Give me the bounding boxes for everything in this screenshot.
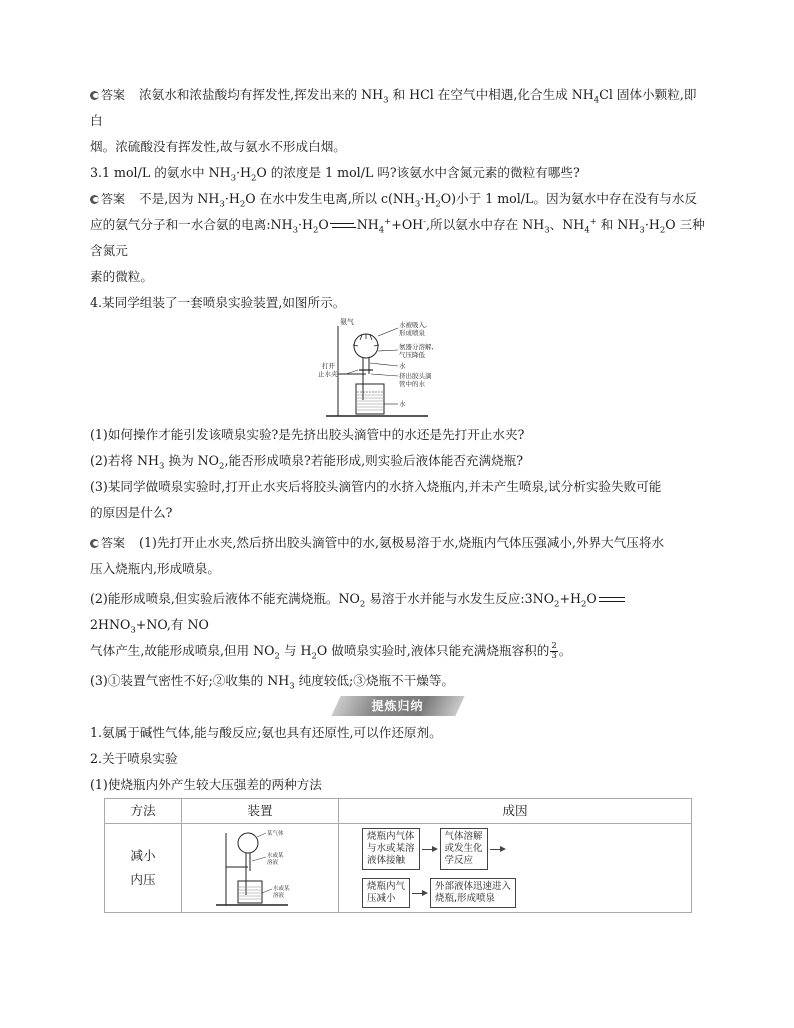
- table-row: [105, 824, 692, 913]
- device-label-liquid-2: 溶液: [267, 860, 279, 866]
- summary-line-1: 1.氨属于碱性气体,能与酸反应;氨也具有还原性,可以作还原剂。: [90, 725, 442, 740]
- answer-4-part-3: (3)①装置气密性不好;②收集的 $NH_3$ 纯度较低;③烧瓶不干燥等。: [90, 673, 455, 692]
- summary-banner: [336, 696, 460, 716]
- answer-label: 答案: [90, 88, 125, 102]
- table-header-row: [105, 799, 692, 824]
- answer-4-part-1: 答案 (1)先打开止水夹,然后挤出胶头滴管中的水,氨极易溶于水,烧瓶内气体压强减小,外界大气压将水 压入烧瓶内,形成喷泉。: [90, 535, 665, 576]
- figure-label-gas: 氨气: [339, 318, 354, 326]
- summary-line-2: 2.关于喷泉实验: [90, 751, 178, 766]
- table-header-cause: 成因: [339, 799, 692, 824]
- answer-mark-icon: [90, 91, 99, 100]
- cause-flowchart: [340, 828, 690, 908]
- figure-label-water-absorb: 水被吸入,: [398, 321, 427, 329]
- figure-label-nh3-dissolve: 氨器分溶解,: [398, 343, 434, 351]
- summary-line-3: (1)使烧瓶内外产生较大压强差的两种方法: [90, 777, 322, 792]
- answer-label: 答案: [90, 192, 125, 206]
- answer-2: 答案 浓氨水和浓盐酸均有挥发性,挥发出来的 $NH_3$ 和 HCl 在空气中相遇,化合生成 $NH_4Cl$ 固体小颗粒,即白 烟。浓硫酸没有挥发性,故与氨水不形成白烟。: [90, 87, 697, 154]
- equals-sign-icon: [599, 596, 625, 604]
- flow-arrow-icon: [412, 888, 428, 898]
- answer-mark-icon: [90, 195, 99, 204]
- question-4-part-3: (3)某同学做喷泉实验时,打开止水夹后将胶头滴管内的水挤入烧瓶内,并未产生喷泉,试分析实验失败可能 的原因是什么?: [90, 479, 662, 520]
- answer-mark-icon: [90, 539, 99, 548]
- device-label-liquid-4: 溶液: [273, 893, 285, 899]
- reversible-arrow-icon: [330, 222, 356, 230]
- device-diagram: [212, 827, 308, 909]
- flow-row-1: [362, 828, 690, 870]
- question-4-part-2: (2)若将 $NH_3$ 换为 $NO_2$,能否形成喷泉?若能形成,则实验后液体能否充满烧瓶?: [90, 453, 524, 472]
- flow-row-2: [362, 878, 690, 908]
- flow-arrow-icon: [422, 844, 438, 854]
- question-4-intro: 4.某同学组装了一套喷泉实验装置,如图所示。: [90, 295, 346, 310]
- device-label-liquid-3: 水或某: [273, 886, 290, 892]
- fraction-two-thirds: $\frac{2}{3}$: [551, 641, 557, 661]
- fountain-apparatus-figure: [90, 318, 705, 418]
- figure-label-squeeze-1: 挤出胶头滴: [398, 372, 431, 380]
- answer-label: 答案: [90, 536, 125, 550]
- table-cell-cause: [339, 824, 692, 913]
- question-3: 3.1 mol/L 的氨水中 $NH_3\cdot H_2O$ 的浓度是 1 mol/L 吗?该氨水中含氮元素的微粒有哪些?: [90, 165, 580, 184]
- figure-label-form-fountain: 形成喷泉: [398, 329, 425, 337]
- document-page: [90, 82, 705, 913]
- figure-label-squeeze-2: 管中的水: [398, 380, 425, 388]
- figure-label-open: 打开: [321, 362, 335, 370]
- method-table: [104, 798, 692, 913]
- fountain-apparatus-diagram: [318, 318, 478, 418]
- flow-box-pressure: 烧瓶内气 压减小: [362, 878, 410, 908]
- table-header-device: 装置: [182, 799, 339, 824]
- table-header-method: 方法: [105, 799, 182, 824]
- figure-label-pressure-drop: 气压降低: [398, 351, 425, 359]
- summary-banner-title: 提炼归纳: [371, 699, 424, 713]
- answer-4-part-2: (2)能形成喷泉,但实验后液体不能充满烧瓶。$NO_2$ 易溶于水并能与水发生反应$:3NO_2+H_2O$ $2HNO_3+NO$,有 NO 气体产生,故能形成喷泉,但用 $NO_2$ 与 $H_2O$ 做喷泉实验时,液体只能充满烧瓶容积的 $\frac{2}{3}$ 。: [90, 586, 705, 664]
- table-cell-method: 减小 内压: [105, 824, 182, 913]
- table-cell-device: [182, 824, 339, 913]
- device-label-gas: 某气体: [267, 831, 284, 837]
- flow-box-dissolve: 气体溶解 或发生化 学反应: [440, 828, 488, 870]
- device-label-liquid-1: 水或某: [267, 853, 284, 859]
- figure-label-water-bottom: 水: [398, 400, 405, 408]
- flow-box-contact: 烧瓶内气体 与水或某溶 液体接触: [362, 828, 420, 870]
- flow-arrow-icon: [490, 844, 506, 854]
- figure-label-water-top: 水: [398, 362, 405, 370]
- figure-label-clamp: 止水夹: [317, 370, 337, 378]
- question-4-part-1: (1)如何操作才能引发该喷泉实验?是先挤出胶头滴管中的水还是先打开止水夹?: [90, 427, 525, 442]
- answer-3: 答案 不是,因为 $NH_3\cdot H_2O$ 在水中发生电离,所以 $c(NH_3\cdot H_2O)$小于 1 mol/L。因为氨水中存在没有与水反 应的氨气分子和一水合氨的电离$:NH_3\cdot H_2O$ $NH_4^++OH^-$,所以氨水中存在 $NH_3$、$NH_4^+$ 和 $NH_3\cdot H_2O$ 三种含氮元 素的微粒。: [90, 191, 705, 284]
- summary-banner-wrap: [90, 696, 705, 718]
- flow-box-fountain: 外部液体迅速进入 烧瓶,形成喷泉: [430, 878, 516, 908]
